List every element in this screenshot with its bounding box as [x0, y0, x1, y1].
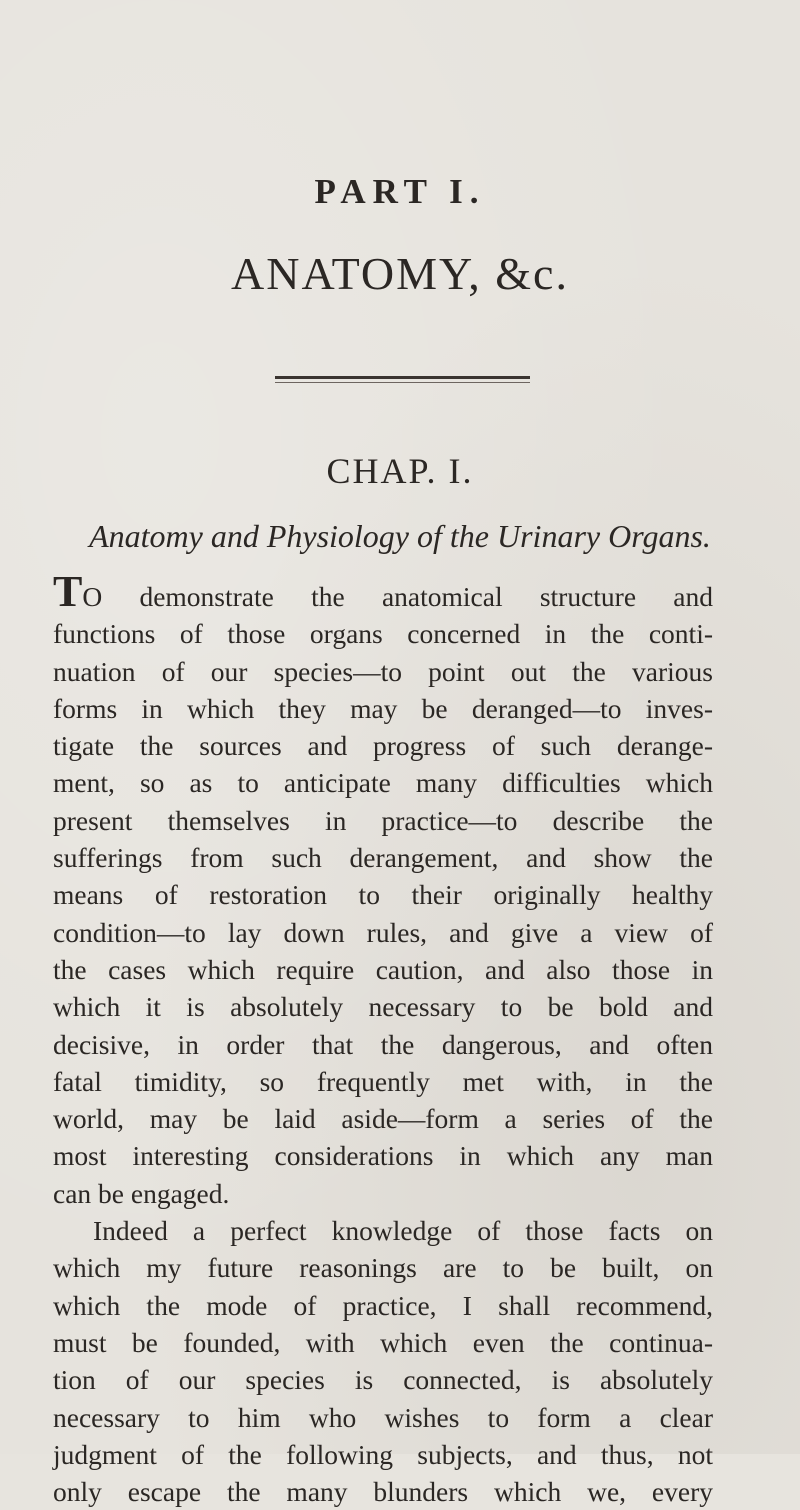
text-line: means of restoration to their originally healthy — [53, 879, 713, 911]
drop-cap: T — [53, 567, 83, 616]
divider-rule — [275, 376, 530, 379]
text-line: the cases which require caution, and also those in — [53, 953, 713, 985]
text-line: most interesting considerations in which any man — [53, 1140, 713, 1172]
text-line: condition—to lay down rules, and give a view of — [53, 916, 713, 948]
chapter-heading: CHAP. I. — [326, 451, 474, 491]
text-line: which my future reasonings are to be built, on — [53, 1252, 713, 1284]
text-line: fatal timidity, so frequently met with, in the — [53, 1065, 713, 1097]
part-heading: PART I. — [314, 172, 486, 211]
text-line: tigate the sources and progress of such derange- — [53, 730, 713, 762]
text-line: decisive, in order that the dangerous, and often — [53, 1028, 713, 1060]
text-line: only escape the many blunders which we, every — [53, 1476, 713, 1508]
text-line: which the mode of practice, I shall recommend, — [53, 1289, 713, 1321]
section-heading: ANATOMY, &c. — [231, 248, 569, 299]
text-line: Indeed a perfect knowledge of those facts on — [93, 1215, 713, 1247]
text-line: must be founded, with which even the continua- — [53, 1326, 713, 1358]
text-line: world, may be laid aside—form a series of the — [53, 1103, 713, 1135]
text-line: which it is absolutely necessary to be bold and — [53, 991, 713, 1023]
text-line: functions of those organs concerned in the conti- — [53, 618, 713, 650]
body-text — [53, 567, 713, 1510]
chapter-subtitle: Anatomy and Physiology of the Urinary Organs. — [89, 518, 711, 554]
text-line: judgment of the following subjects, and thus, not — [53, 1438, 713, 1470]
text-line: present themselves in practice—to describe the — [53, 804, 713, 836]
text-line: sufferings from such derangement, and show the — [53, 842, 713, 874]
text-line: forms in which they may be deranged—to inves- — [53, 692, 713, 724]
text-line: necessary to him who wishes to form a clear — [53, 1401, 713, 1433]
divider-rule-thin — [275, 382, 530, 383]
text-line: ment, so as to anticipate many difficulties which — [53, 767, 713, 799]
text-line: nuation of our species—to point out the various — [53, 655, 713, 687]
text-line: TO demonstrate the anatomical structure and — [53, 567, 713, 616]
text-line: can be engaged. — [53, 1177, 230, 1209]
text-line: tion of our species is connected, is absolutely — [53, 1364, 713, 1396]
